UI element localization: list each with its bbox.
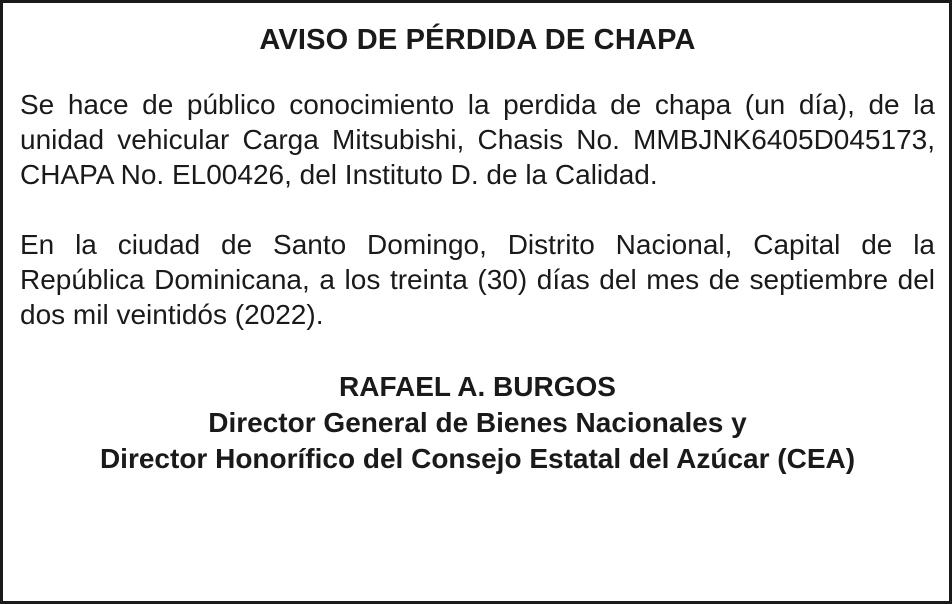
notice-title: AVISO DE PÉRDIDA DE CHAPA	[259, 24, 696, 56]
signatory-title-line-1: Director General de Bienes Nacionales y	[208, 407, 747, 438]
signatory-title-line-2: Director Honorífico del Consejo Estatal del Azúcar (CEA)	[99, 443, 856, 474]
notice-paragraph-loss: Se hace de público conocimiento la perdida de chapa (un día), de la unidad vehicular Carga Mitsubishi, Chasis No. MMBJNK6405D045173, CHAPA No. EL00426, del Instituto D. de la Calidad.	[20, 89, 935, 190]
signatory-name: RAFAEL A. BURGOS	[339, 371, 616, 402]
signature-block	[20, 369, 935, 477]
notice-paragraph-date-place: En la ciudad de Santo Domingo, Distrito Nacional, Capital de la República Dominicana, a los treinta (30) días del mes de septiembre del dos mil veintidós (2022).	[20, 229, 935, 330]
